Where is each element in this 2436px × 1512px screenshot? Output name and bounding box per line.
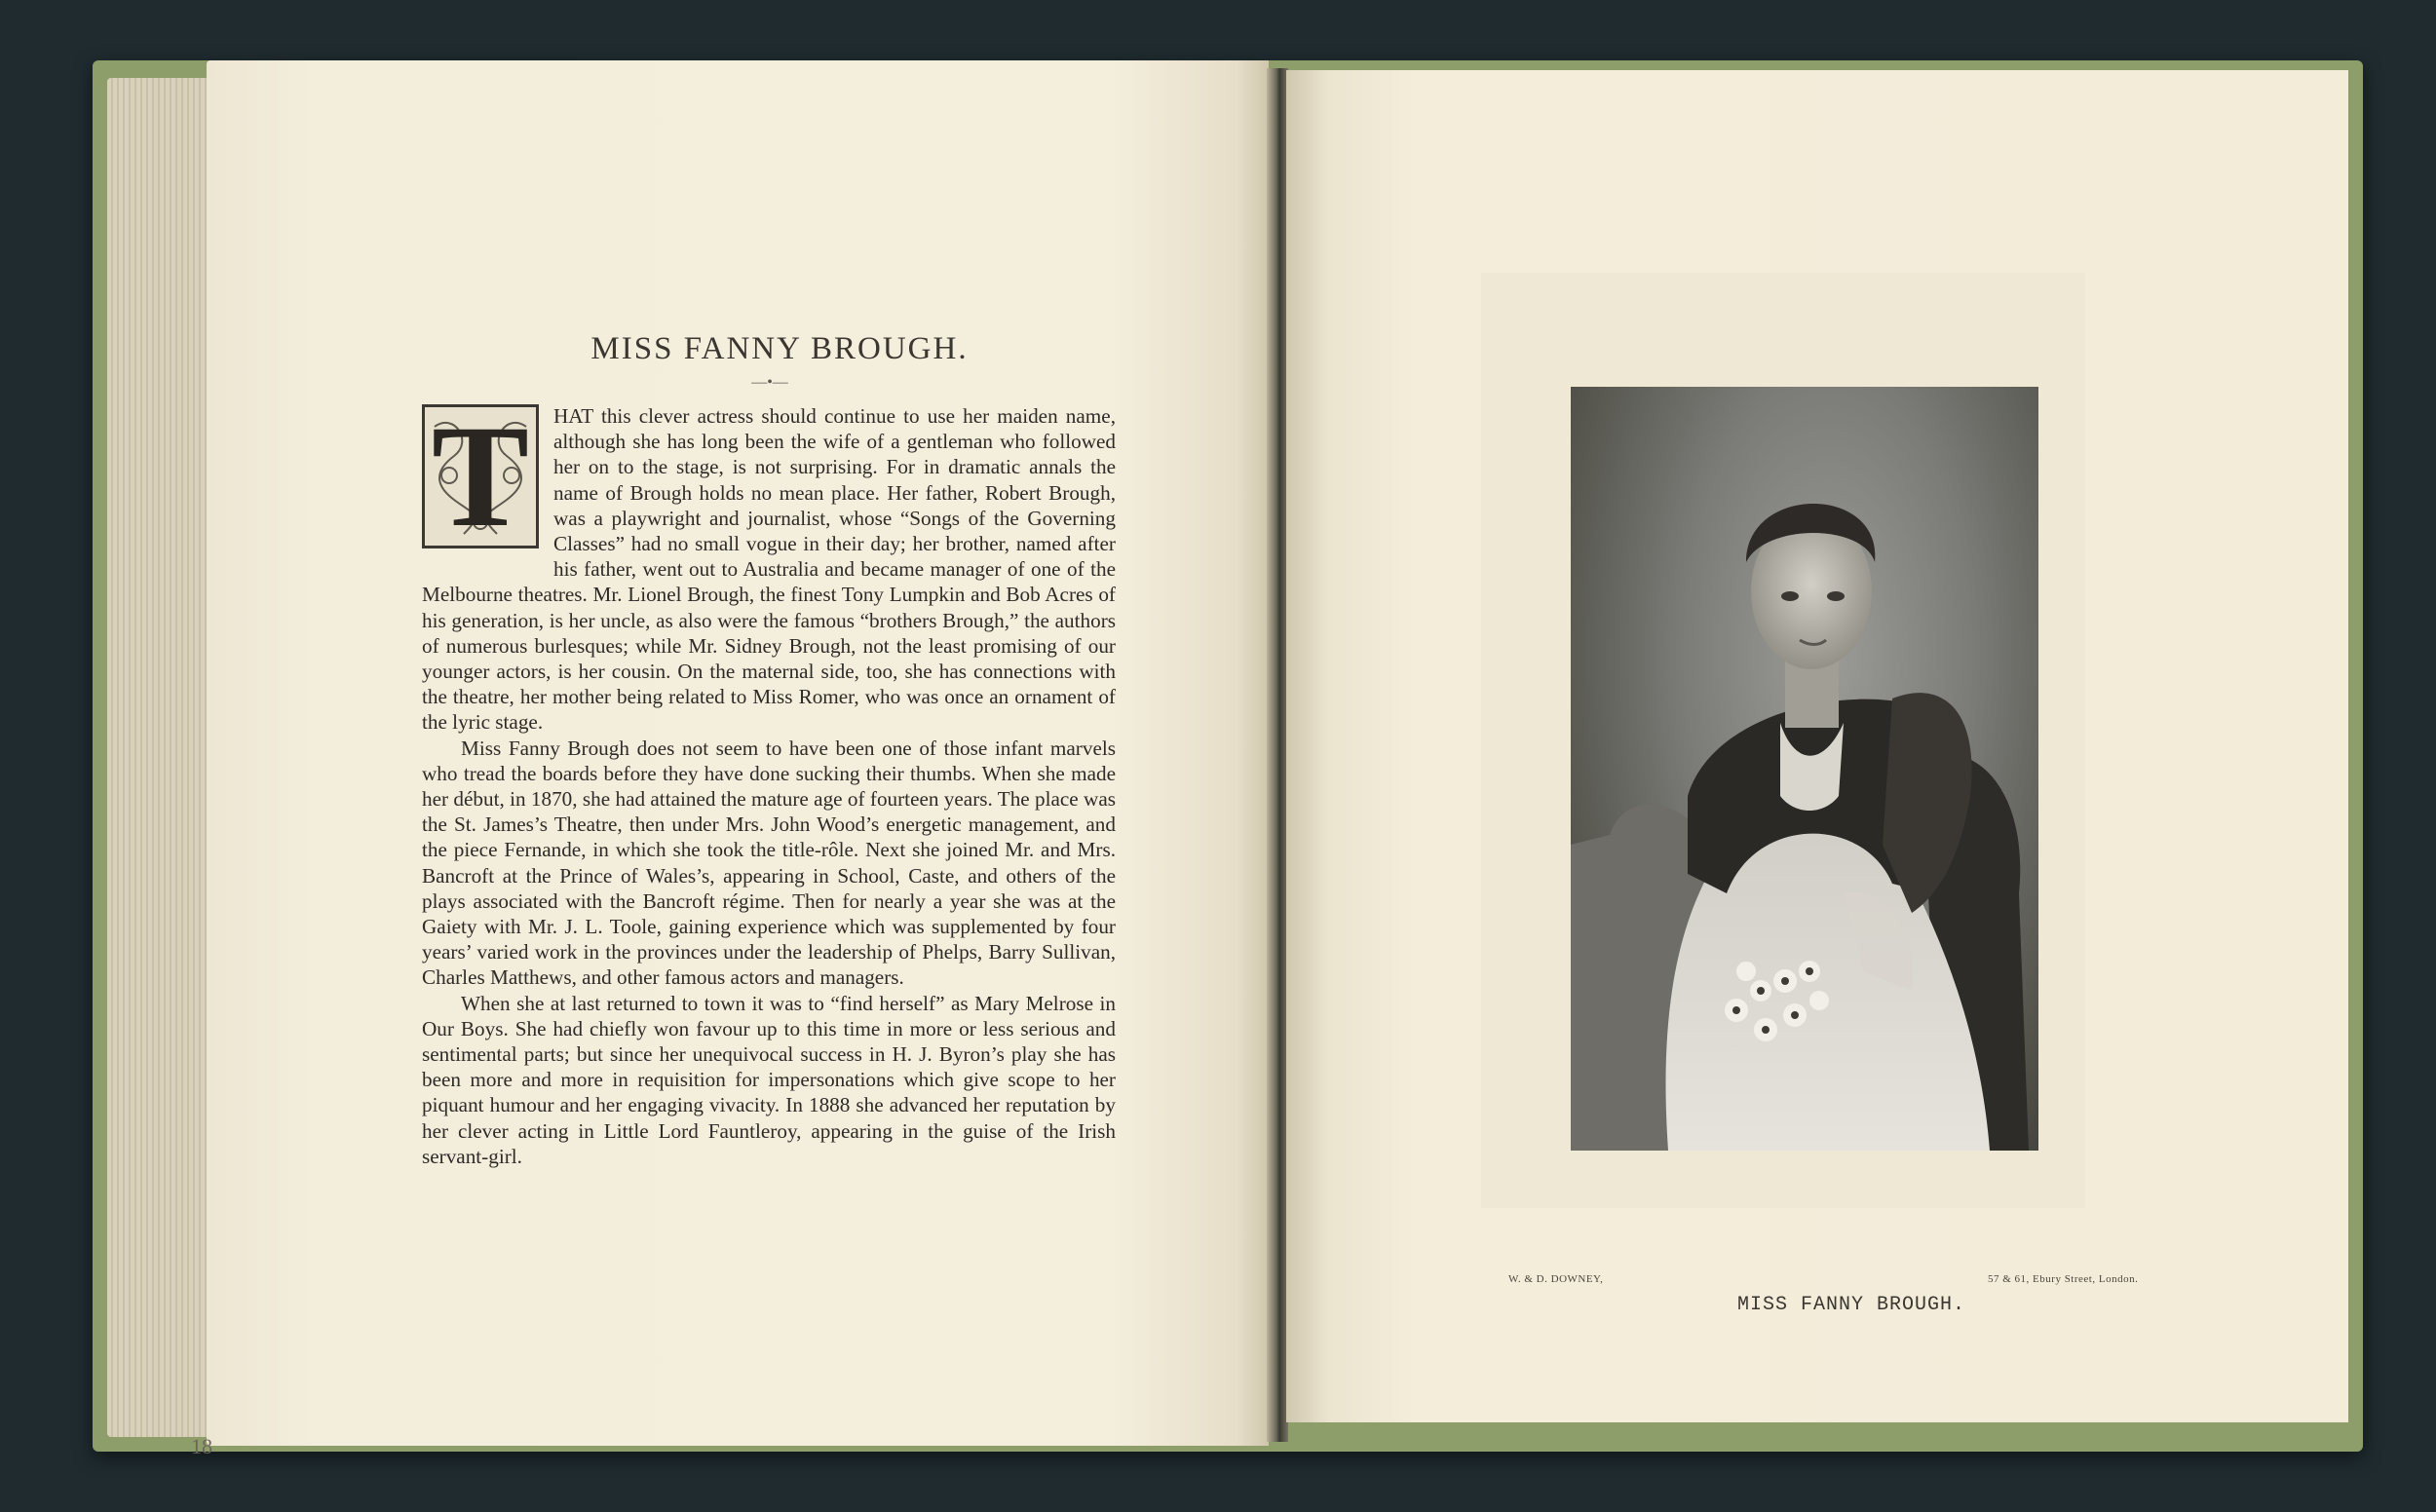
photo-caption: MISS FANNY BROUGH. (1736, 1294, 1966, 1316)
article-body (422, 396, 1116, 1169)
paragraph-3: When she at last returned to town it was to “find herself” as Mary Melrose in Our Boys. She had chiefly won favour up to this time in more or less serious and sentimental parts; but since her unequivocal success in H. J. Byron’s play she has been more and more in requisition for impersonations which give scope to her piquant humour and her engaging vivacity. In 1888 she advanced her reputation by her clever acting in Little Lord Fauntleroy, appearing in the guise of the Irish servant-girl. (422, 991, 1116, 1168)
studio-address: 57 & 61, Ebury Street, London. (1988, 1273, 2139, 1285)
page-title: MISS FANNY BROUGH. (590, 331, 969, 366)
portrait-photograph (1571, 387, 2038, 1151)
title-ornament: —•— (751, 374, 788, 391)
paragraph-1-text: HAT this clever actress should continue to use her maiden name, although she has long been the wife of a gentleman who followed her on to the stage, is not surprising. For in dramatic annals the name of Brough holds no mean place. Her father, Robert Brough, was a playwright and journalist, whose “Songs of the Governing Classes” had no small vogue in their day; her brother, named after his father, went out to Australia and became manager of one of the Melbourne theatres. Mr. Lionel Brough, the finest Tony Lumpkin and Bob Acres of his generation, is her uncle, as also were the famous “brothers Brough,” the authors of numerous burlesques; while Mr. Sidney Brough, not the least promising of our younger actors, is her cousin. On the maternal side, too, she has connections with the theatre, her mother being related to Miss Romer, who was once an ornament of the lyric stage. (422, 404, 1116, 735)
drop-cap-letter: T (431, 396, 530, 557)
page-number: 18 (191, 1434, 212, 1458)
drop-cap-space (422, 396, 553, 581)
paragraph-1 (422, 396, 1116, 736)
paragraph-2: Miss Fanny Brough does not seem to have been one of those infant marvels who tread the boards before they have done sucking their thumbs. When she made her début, in 1870, she had attained the mature age of fourteen years. The place was the St. James’s Theatre, then under Mrs. John Wood’s energetic management, and the piece Fernande, in which she took the title-rôle. Next she joined Mr. and Mrs. Bancroft at the Prince of Wales’s, appearing in School, Caste, and others of the plays associated with the Bancroft régime. Then for nearly a year she was at the Gaiety with Mr. J. L. Toole, gaining experience which was supplemented by four years’ varied work in the provinces under the leadership of Phelps, Barry Sullivan, Charles Matthews, and other famous actors and managers. (422, 736, 1116, 990)
portrait-figure-icon (1571, 387, 2038, 1151)
book-gutter (1267, 68, 1288, 1442)
photographer-credit: W. & D. DOWNEY, (1508, 1273, 1604, 1285)
